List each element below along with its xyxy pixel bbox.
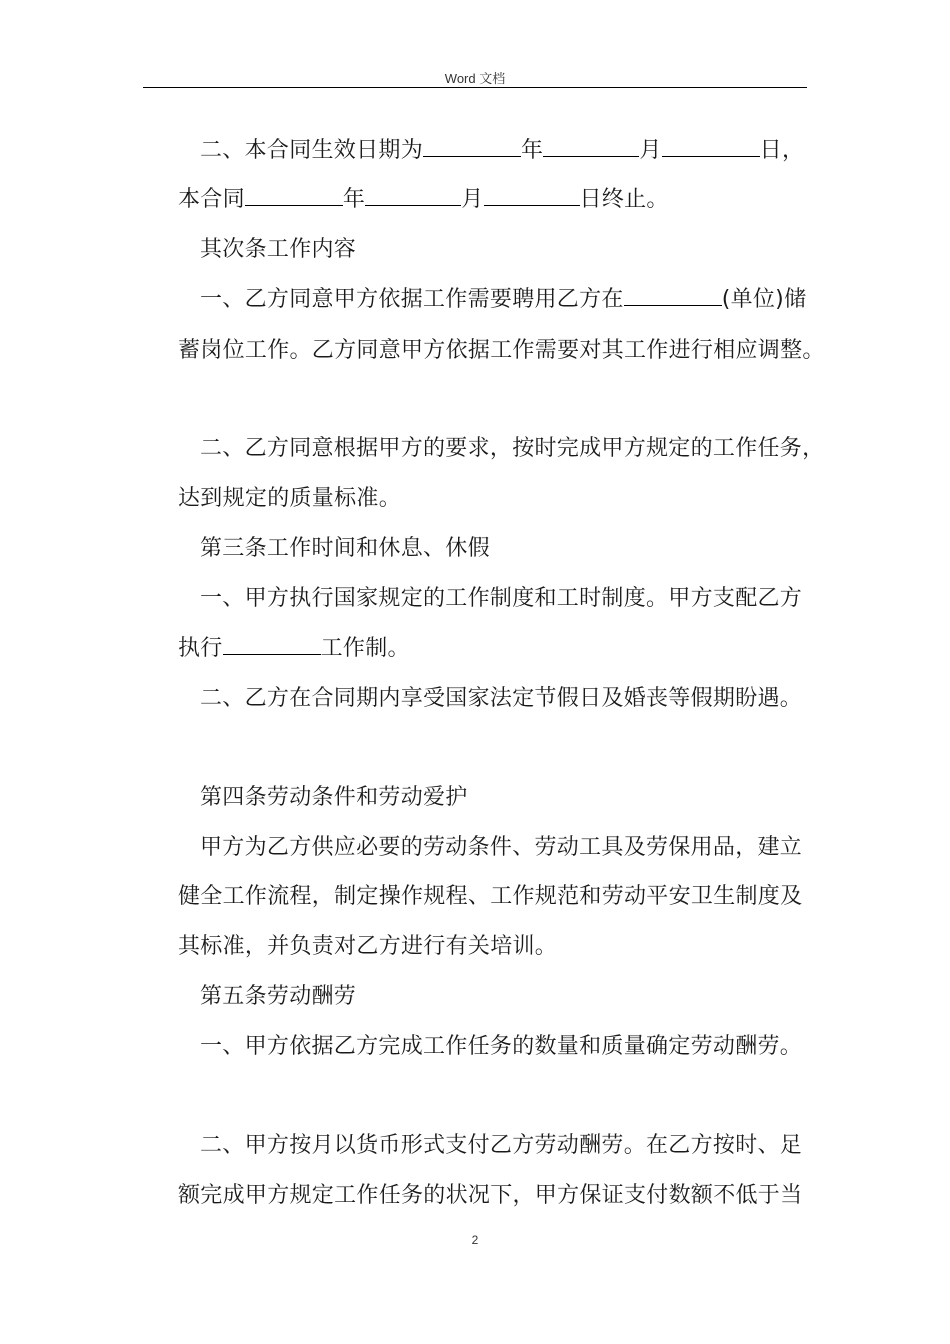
text-run: 日， (759, 138, 805, 163)
paragraph-labor-conditions-line-1: 甲方为乙方供应必要的劳动条件、劳动工具及劳保用品，建立 (200, 835, 803, 860)
paragraph-task-line-1: 二、乙方同意根据甲方的要求，按时完成甲方规定的工作任务， (200, 436, 825, 461)
text-run: 月 (461, 187, 484, 212)
text-run: (单位)储 (721, 287, 807, 312)
paragraph-payment-line-1: 二、甲方按月以货币形式支付乙方劳动酬劳。在乙方按时、足 (200, 1133, 803, 1158)
paragraph-work-system-line-2 (178, 634, 410, 664)
fill-in-blank-year[interactable] (423, 136, 521, 157)
text-run: 月 (639, 138, 662, 163)
paragraph-effective-date-line-1 (200, 136, 804, 166)
text-run: 二、本合同生效日期为 (200, 138, 424, 163)
paragraph-task-line-2: 达到规定的质量标准。 (178, 486, 402, 511)
paragraph-payment-line-2: 额完成甲方规定工作任务的状况下，甲方保证支付数额不低于当 (178, 1183, 803, 1208)
text-run: 日终止。 (579, 187, 669, 212)
page-number: 2 (471, 1233, 479, 1247)
text-run: 年 (521, 138, 544, 163)
fill-in-blank-day[interactable] (662, 136, 760, 157)
fill-in-blank-end-month[interactable] (365, 185, 461, 206)
text-run: 执行 (178, 636, 223, 661)
paragraph-labor-conditions-line-2: 健全工作流程，制定操作规程、工作规范和劳动平安卫生制度及 (178, 884, 803, 909)
paragraph-employment-line-2: 蓄岗位工作。乙方同意甲方依据工作需要对其工作进行相应调整。 (178, 338, 825, 363)
section-heading-remuneration: 第五条劳动酬劳 (200, 984, 357, 1009)
fill-in-blank-end-year[interactable] (245, 185, 343, 206)
paragraph-effective-date-line-2 (178, 185, 669, 215)
text-run: 一、乙方同意甲方依据工作需要聘用乙方在 (200, 287, 624, 312)
paragraph-remuneration-basis: 一、甲方依据乙方完成工作任务的数量和质量确定劳动酬劳。 (200, 1034, 803, 1059)
section-heading-work-content: 其次条工作内容 (200, 237, 357, 262)
paragraph-work-system-line-1: 一、甲方执行国家规定的工作制度和工时制度。甲方支配乙方 (200, 586, 803, 611)
document-header-title: Word 文档 (444, 71, 506, 86)
section-heading-working-hours: 第三条工作时间和休息、休假 (200, 536, 490, 561)
paragraph-labor-conditions-line-3: 其标准，并负责对乙方进行有关培训。 (178, 934, 558, 959)
header-divider (143, 87, 807, 88)
text-run: 本合同 (178, 187, 245, 212)
fill-in-blank-unit[interactable] (624, 285, 722, 306)
fill-in-blank-work-system[interactable] (223, 634, 321, 655)
paragraph-holidays: 二、乙方在合同期内享受国家法定节假日及婚丧等假期盼遇。 (200, 686, 803, 711)
paragraph-employment-line-1 (200, 285, 806, 315)
section-heading-labor-conditions: 第四条劳动条件和劳动爱护 (200, 785, 468, 810)
fill-in-blank-month[interactable] (543, 136, 639, 157)
fill-in-blank-end-day[interactable] (484, 185, 580, 206)
text-run: 年 (342, 187, 366, 212)
text-run: 工作制。 (320, 636, 410, 661)
